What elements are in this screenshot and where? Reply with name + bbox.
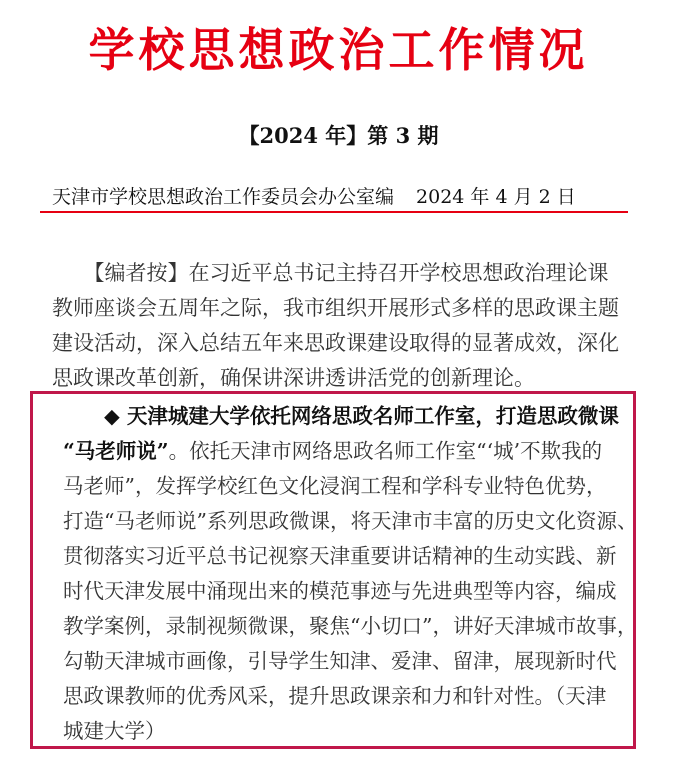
article-line: 时代天津发展中涌现出来的模范事迹与先进典型等内容，编成 <box>63 579 617 603</box>
editor-note-line: 【编者按】在习近平总书记主持召开学校思想政治理论课 <box>52 261 609 285</box>
article-line-rest: 。依托天津市网络思政名师工作室“‘城’不欺我的 <box>168 439 603 463</box>
article-line: 教学案例，录制视频微课，聚焦“小切口”，讲好天津城市故事， <box>63 614 638 638</box>
editor-note <box>52 256 652 396</box>
article-line: 城建大学） <box>63 719 166 743</box>
article-box <box>30 391 636 749</box>
article-line: 贯彻落实习近平总书记视察天津重要讲话精神的生动实践、新 <box>63 544 617 568</box>
issue-number: 【2024 年】第 3 期 <box>238 123 439 148</box>
publish-date: 2024 年 4 月 2 日 <box>416 186 576 208</box>
article-line: 勾勒天津城市画像，引导学生知津、爱津、留津，展现新时代 <box>63 649 617 673</box>
heading-text: 天津城建大学依托网络思政名师工作室，打造思政微课 <box>126 404 619 428</box>
document-title: 学校思想政治工作情况 <box>88 23 589 77</box>
publisher: 天津市学校思想政治工作委员会办公室编 <box>52 186 395 208</box>
editor-note-line: 思政课改革创新，确保讲深讲透讲活党的创新理论。 <box>52 366 535 390</box>
editor-note-line: 教师座谈会五周年之际，我市组织开展形式多样的思政课主题 <box>52 296 619 320</box>
header-divider <box>40 211 628 213</box>
heading-text-end: “马老师说” <box>63 439 169 463</box>
article-line <box>63 434 623 469</box>
diamond-bullet-icon: ◆ <box>104 404 120 428</box>
article-text <box>63 399 638 749</box>
article-line: 思政课教师的优秀风采，提升思政课亲和力和针对性。（天津 <box>63 684 607 708</box>
editor-note-line: 建设活动，深入总结五年来思政课建设取得的显著成效，深化 <box>52 331 619 355</box>
article-line: 马老师”，发挥学校红色文化浸润工程和学科专业特色优势， <box>63 474 607 498</box>
article-line: 打造“马老师说”系列思政微课，将天津市丰富的历史文化资源、 <box>63 509 638 533</box>
article-heading <box>63 399 623 434</box>
publisher-line <box>52 182 576 209</box>
